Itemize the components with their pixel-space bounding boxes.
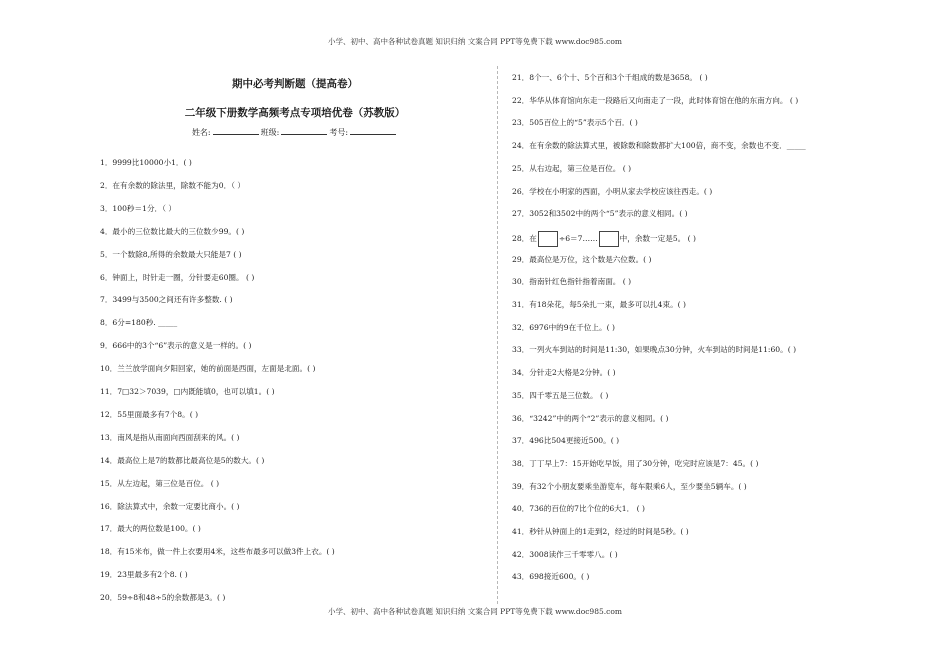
exam-no-blank[interactable]: [350, 126, 396, 135]
column-divider: [497, 66, 498, 604]
question-item: 21．8个一、6个十、5个百和3个千组成的数是3658。 ( ): [512, 73, 708, 82]
class-label: 班级:: [260, 128, 280, 137]
question-text-pre: 28．在: [512, 233, 537, 243]
question-item: 27．3052和3502中的两个“5”表示的意义相同。( ): [512, 209, 688, 219]
header-note: 小学、初中、高中各种试卷真题 知识归纳 文案合同 PPT等免费下载 www.doc985.com: [328, 37, 622, 46]
question-item: 31．有18朵花，每5朵扎一束，最多可以扎4束。( ): [512, 300, 687, 309]
page-subtitle: 二年级下册数学高频考点专项培优卷（苏教版）: [184, 107, 406, 119]
question-item: 18．有15米布，做一件上衣要用4米，这些布最多可以做3件上衣。( ): [100, 547, 335, 557]
question-item: 23．505百位上的“5”表示5个百．( ): [512, 118, 638, 128]
question-text-post: 中，余数一定是5。 ( ): [619, 233, 697, 243]
question-item: 38．丁丁早上7：15开始吃早饭，用了30分钟，吃完时应该是7：45。( ): [512, 458, 759, 468]
question-item: 37．496比504更接近500。( ): [512, 436, 620, 446]
question-item: 1．9999比10000小1．( ): [100, 158, 192, 167]
question-item: 42．3008读作三千零零八。( ): [512, 549, 618, 559]
question-item: 3．100秒＝1分．（ ）: [100, 203, 176, 213]
question-item: 13．南风是指从南面向西面刮来的风。( ): [100, 432, 240, 442]
student-info-line: [90, 126, 500, 138]
title-block: [90, 76, 500, 138]
question-item: 19．23里最多有2个8. ( ): [100, 570, 188, 580]
question-item: 33．一列火车到站的时间是11:30，如果晚点30分钟，火车到站的时间是11:60。( ): [512, 345, 797, 355]
question-item: 39．有32个小朋友要乘坐游览车，每车限乘6人，至少要坐5辆车。( ): [512, 481, 747, 491]
question-item: 11．7□32＞7039，□内既能填0，也可以填1。( ): [100, 387, 275, 396]
question-item: 6．钟面上，时针走一圈，分针要走60圈。 ( ): [100, 272, 255, 282]
question-text-mid: ÷6＝7……: [558, 233, 598, 243]
question-item: 25．从右边起，第三位是百位。 ( ): [512, 163, 632, 173]
name-blank[interactable]: [213, 126, 259, 135]
question-item: 10．兰兰放学面向夕阳回家，她的前面是西面，左面是北面。( ): [100, 364, 316, 374]
question-item: [512, 231, 696, 247]
question-item: 32．6976中的9在千位上。( ): [512, 322, 615, 332]
exam-no-label: 考号:: [329, 128, 349, 137]
footer-note: 小学、初中、高中各种试卷真题 知识归纳 文案合同 PPT等免费下载 www.doc985.com: [328, 607, 622, 616]
class-blank[interactable]: [281, 126, 327, 135]
question-item: 30．指南针红色指针指着南面。 ( ): [512, 277, 632, 287]
question-item: 4．最小的三位数比最大的三位数少99。( ): [100, 226, 245, 236]
question-item: 29．最高位是万位，这个数是六位数。( ): [512, 254, 652, 264]
question-item: 41．秒针从钟面上的1走到2，经过的时间是5秒。( ): [512, 527, 689, 536]
question-item: 26．学校在小明家的西面，小明从家去学校应该往西走。( ): [512, 186, 713, 196]
question-item: 24．在有余数的除法算式里，被除数和除数都扩大100倍，商不变，余数也不变．_____: [512, 141, 806, 151]
question-item: 7．3499与3500之间还有许多整数. ( ): [100, 295, 233, 305]
question-item: 8．6分=180秒. _____: [100, 318, 178, 328]
page-title: 期中必考判断题（提高卷）: [232, 78, 358, 90]
question-item: 9．666中的3个“6”表示的意义是一样的。( ): [100, 341, 252, 351]
question-item: 12．55里面最多有7个8。( ): [100, 409, 199, 419]
question-item: 17．最大的两位数是100。( ): [100, 524, 201, 534]
question-item: 43．698接近600。( ): [512, 572, 590, 582]
answer-box[interactable]: [599, 231, 619, 247]
question-item: 15．从左边起，第三位是百位。 ( ): [100, 478, 220, 488]
question-item: 36．“3242”中的两个“2”表示的意义相同。( ): [512, 413, 669, 423]
question-item: 20．59÷8和48÷5的余数都是3。( ): [100, 593, 226, 603]
question-item: 16．除法算式中，余数一定要比商小。( ): [100, 501, 240, 511]
question-item: 2．在有余数的除法里，除数不能为0．（ ）: [100, 180, 245, 190]
name-label: 姓名:: [191, 128, 211, 137]
question-item: 14．最高位上是7的数都比最高位是5的数大。( ): [100, 455, 265, 465]
question-item: 40．736的百位的7比个位的6大1． ( ): [512, 504, 645, 514]
question-item: 5．一个数除8,所得的余数最大只能是7 ( ): [100, 249, 242, 259]
answer-box[interactable]: [538, 231, 558, 247]
question-item: 22．华华从体育馆向东走一段路后又向南走了一段，此时体育馆在他的东南方向。 ( ): [512, 95, 799, 105]
question-item: 35．四千零五是三位数。 ( ): [512, 390, 609, 400]
question-item: 34．分针走2大格是2分钟。( ): [512, 368, 616, 378]
